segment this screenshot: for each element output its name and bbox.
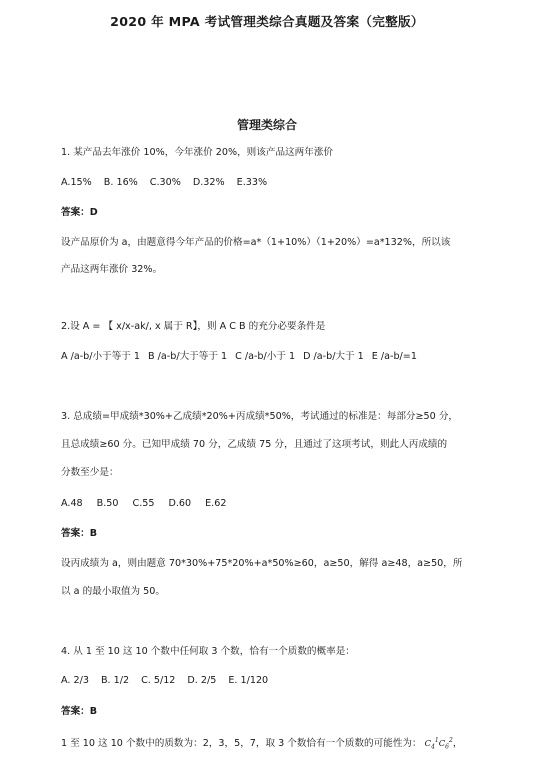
q2-option-b: B /a-b/大于等于 1 [148, 351, 228, 362]
section-title: 管理类综合 [236, 118, 297, 132]
q1-options [61, 176, 267, 190]
q3-option-a: A.48 [61, 498, 83, 509]
q4-question: 4. 从 1 至 10 这 10 个数中任何取 3 个数，恰有一个质数的概率是： [61, 646, 355, 657]
q4-formula-c2: C [438, 738, 446, 748]
q1-option-b: B. 16% [103, 177, 138, 188]
q4-explanation-line [61, 736, 462, 751]
q1-option-a: A.15% [61, 177, 92, 188]
q4-formula [424, 737, 453, 751]
q3-explanation-line-2: 以 a 的最小取值为 50。 [61, 586, 165, 597]
q3-answer: 答案：B [61, 528, 98, 539]
q4-formula-c1-sup: 1 [434, 737, 439, 745]
q1-explanation-line-2: 产品这两年涨价 32%。 [61, 264, 163, 275]
q3-option-b: B.50 [96, 498, 119, 509]
q3-question-line-1: 3. 总成绩=甲成绩*30%+乙成绩*20%+丙成绩*50%，考试通过的标准是：每部分≥50 分， [61, 411, 459, 422]
q4-formula-c1-sub: 4 [431, 743, 435, 751]
q4-options [61, 674, 268, 688]
q3-option-c: C.55 [132, 498, 155, 509]
q2-option-c: C /a-b/小于 1 [235, 351, 296, 362]
q4-answer: 答案：B [61, 706, 98, 717]
q2-options [61, 350, 417, 364]
q1-question: 1. 某产品去年涨价 10%，今年涨价 20%，则该产品这两年涨价 [61, 147, 334, 158]
q3-option-d: D.60 [168, 498, 192, 509]
q4-option-e: E. 1/120 [228, 675, 269, 686]
q2-option-e: E /a-b/=1 [371, 351, 417, 362]
q3-question-line-2: 且总成绩≥60 分。已知甲成绩 70 分，乙成绩 75 分，且通过了这项考试，则此人丙成绩的 [61, 439, 448, 450]
q1-option-e: E.33% [236, 177, 268, 188]
q3-question-line-3: 分数至少是： [61, 467, 119, 478]
q1-option-d: D.32% [192, 177, 225, 188]
q4-formula-c1: C [424, 738, 432, 748]
q1-option-c: C.30% [149, 177, 181, 188]
q3-options [61, 497, 226, 511]
q4-option-d: D. 2/5 [187, 675, 217, 686]
q4-formula-c2-sup: 2 [449, 737, 453, 745]
q4-explanation-text: 1 至 10 这 10 个数中的质数为：2，3，5，7，取 3 个数恰有一个质数的可能性为： [61, 738, 422, 749]
q4-option-a: A. 2/3 [61, 675, 89, 686]
q4-formula-c2-sub: 6 [445, 743, 449, 751]
q1-explanation-line-1: 设产品原价为 a，由题意得今年产品的价格=a*（1+10%）（1+20%）=a*132%，所以该 [61, 237, 451, 248]
q1-answer: 答案：D [61, 207, 98, 218]
q2-option-d: D /a-b/大于 1 [303, 351, 364, 362]
q2-question: 2.设 A = 【 x/x-ak/, x 属于 R】，则 A C B 的充分必要条件是 [61, 321, 326, 332]
document-title: 2020 年 MPA 考试管理类综合真题及答案（完整版） [110, 14, 424, 29]
q3-explanation-line-1: 设丙成绩为 a，则由题意 70*30%+75*20%+a*50%≥60，a≥50，解得 a≥48，a≥50，所 [61, 558, 463, 569]
q4-option-b: B. 1/2 [100, 675, 130, 686]
q2-option-a: A /a-b/小于等于 1 [61, 351, 141, 362]
q4-formula-tail: ， [452, 738, 463, 749]
q4-option-c: C. 5/12 [141, 675, 176, 686]
q3-option-e: E.62 [205, 498, 227, 509]
